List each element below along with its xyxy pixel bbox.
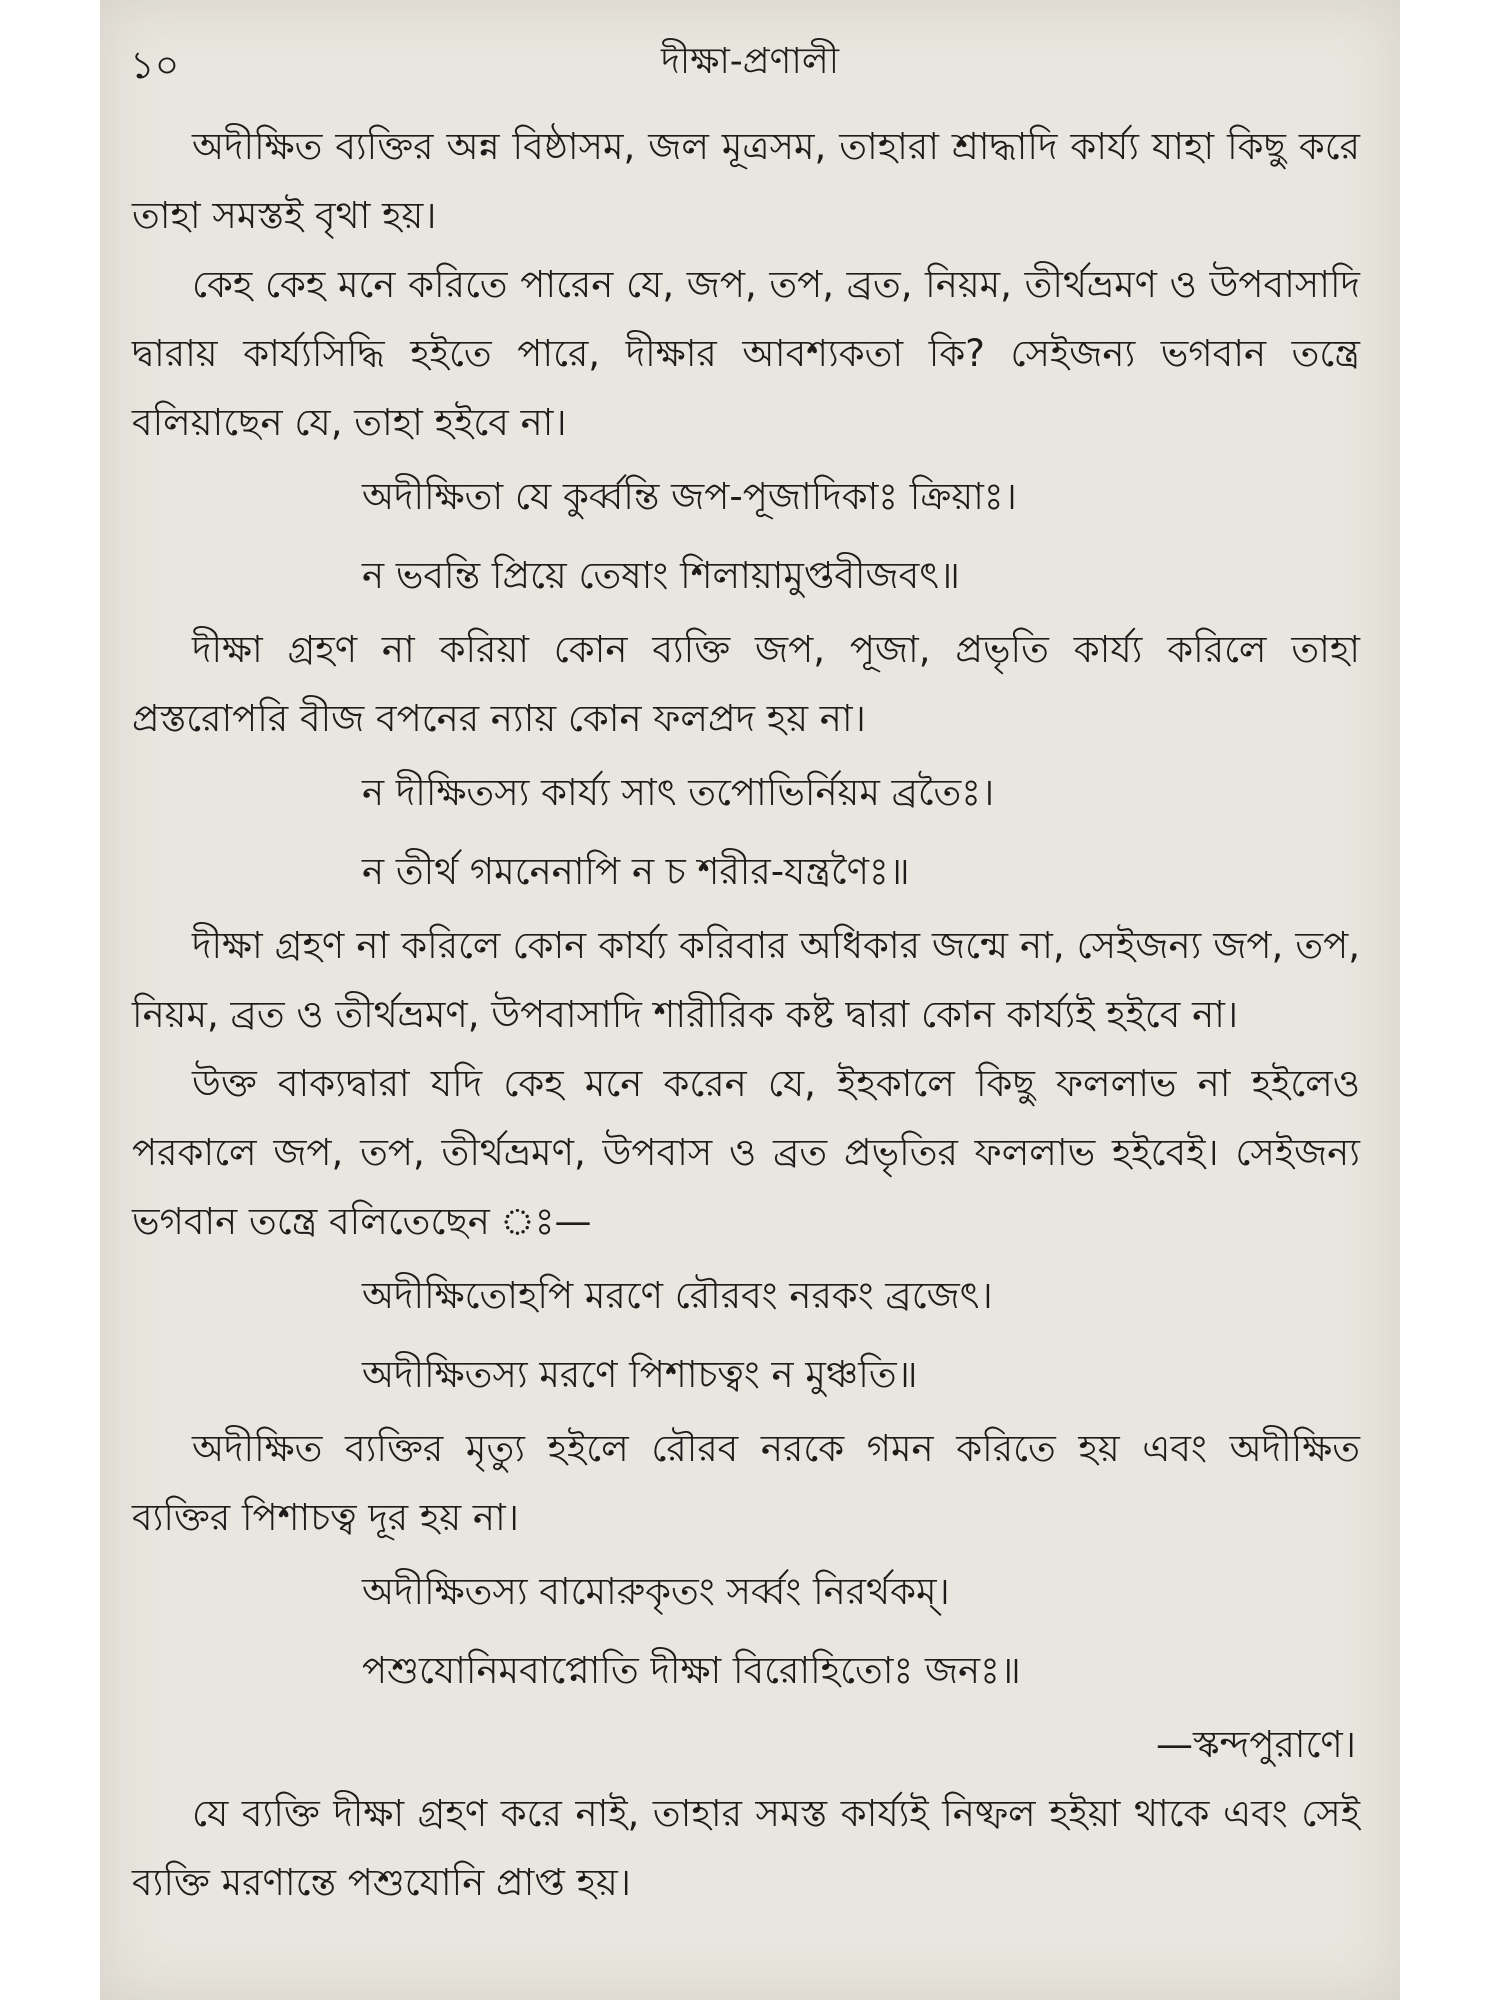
paragraph: অদীক্ষিত ব্যক্তির অন্ন বিষ্ঠাসম, জল মূত্রসম, তাহারা শ্রাদ্ধাদি কার্য্য যাহা কিছু করে তাহা সমস্তই বৃথা হয়। <box>132 125 1360 237</box>
running-title: দীক্ষা-প্রণালী <box>660 41 839 82</box>
sanskrit-verse <box>362 1256 1360 1414</box>
paragraph: উক্ত বাক্যদ্বারা যদি কেহ মনে করেন যে, ইহকালে কিছু ফললাভ না হইলেও পরকালে জপ, তপ, তীর্থভ্রমণ, উপবাস ও ব্রত প্রভৃতির ফললাভ হইবেই। সেইজন্য ভগবান তন্ত্রে বলিতেছেন ঃ— <box>132 1062 1360 1243</box>
sanskrit-verse <box>362 457 1360 615</box>
page-body <box>132 112 1360 1917</box>
verse-line: অদীক্ষিতোহপি মরণে রৌরবং নরকং ব্রজেৎ। <box>362 1274 993 1317</box>
verse-line: অদীক্ষিতস্য মরণে পিশাচত্বং ন মুঞ্চতি॥ <box>362 1353 918 1396</box>
verse-line: ন দীক্ষিতস্য কার্য্য সাৎ তপোভির্নিয়ম ব্রতৈঃ। <box>362 771 995 814</box>
paragraph: দীক্ষা গ্রহণ না করিলে কোন কার্য্য করিবার অধিকার জন্মে না, সেইজন্য জপ, তপ, নিয়ম, ব্রত ও তীর্থভ্রমণ, উপবাসাদি শারীরিক কষ্ট দ্বারা কোন কার্য্যই হইবে না। <box>132 924 1360 1036</box>
verse-line: ন তীর্থ গমনেনাপি ন চ শরীর-যন্ত্রণৈঃ॥ <box>362 850 910 893</box>
page-header <box>130 30 1370 90</box>
verse-line: অদীক্ষিতস্য বামোরুকৃতং সর্ব্বং নিরর্থকম্। <box>362 1570 950 1613</box>
verse-line: অদীক্ষিতা যে কুর্ব্বন্তি জপ-পূজাদিকাঃ ক্রিয়াঃ। <box>362 475 1017 518</box>
paragraph: যে ব্যক্তি দীক্ষা গ্রহণ করে নাই, তাহার সমস্ত কার্য্যই নিষ্ফল হইয়া থাকে এবং সেই ব্যক্তি মরণান্তে পশুযোনি প্রাপ্ত হয়। <box>132 1792 1360 1904</box>
verse-line: ন ভবন্তি প্রিয়ে তেষাং শিলায়ামুপ্তবীজবৎ॥ <box>362 554 960 597</box>
book-page <box>100 0 1400 2000</box>
verse-line: পশুযোনিমবাপ্নোতি দীক্ষা বিরোহিতোঃ জনঃ॥ <box>362 1649 1021 1692</box>
page-number: ১০ <box>130 43 180 87</box>
source-attribution: —স্কন্দপুরাণে। <box>1155 1723 1356 1766</box>
paragraph: অদীক্ষিত ব্যক্তির মৃত্যু হইলে রৌরব নরকে গমন করিতে হয় এবং অদীক্ষিত ব্যক্তির পিশাচত্ব দূর হয় না। <box>132 1427 1360 1539</box>
sanskrit-verse <box>362 753 1360 911</box>
sanskrit-verse <box>362 1552 1360 1710</box>
paragraph: কেহ কেহ মনে করিতে পারেন যে, জপ, তপ, ব্রত, নিয়ম, তীর্থভ্রমণ ও উপবাসাদি দ্বারায় কার্য্যসিদ্ধি হইতে পারে, দীক্ষার আবশ্যকতা কি? সেইজন্য ভগবান তন্ত্রে বলিয়াছেন যে, তাহা হইবে না। <box>132 263 1360 444</box>
paragraph: দীক্ষা গ্রহণ না করিয়া কোন ব্যক্তি জপ, পূজা, প্রভৃতি কার্য্য করিলে তাহা প্রস্তরোপরি বীজ বপনের ন্যায় কোন ফলপ্রদ হয় না। <box>132 628 1360 740</box>
